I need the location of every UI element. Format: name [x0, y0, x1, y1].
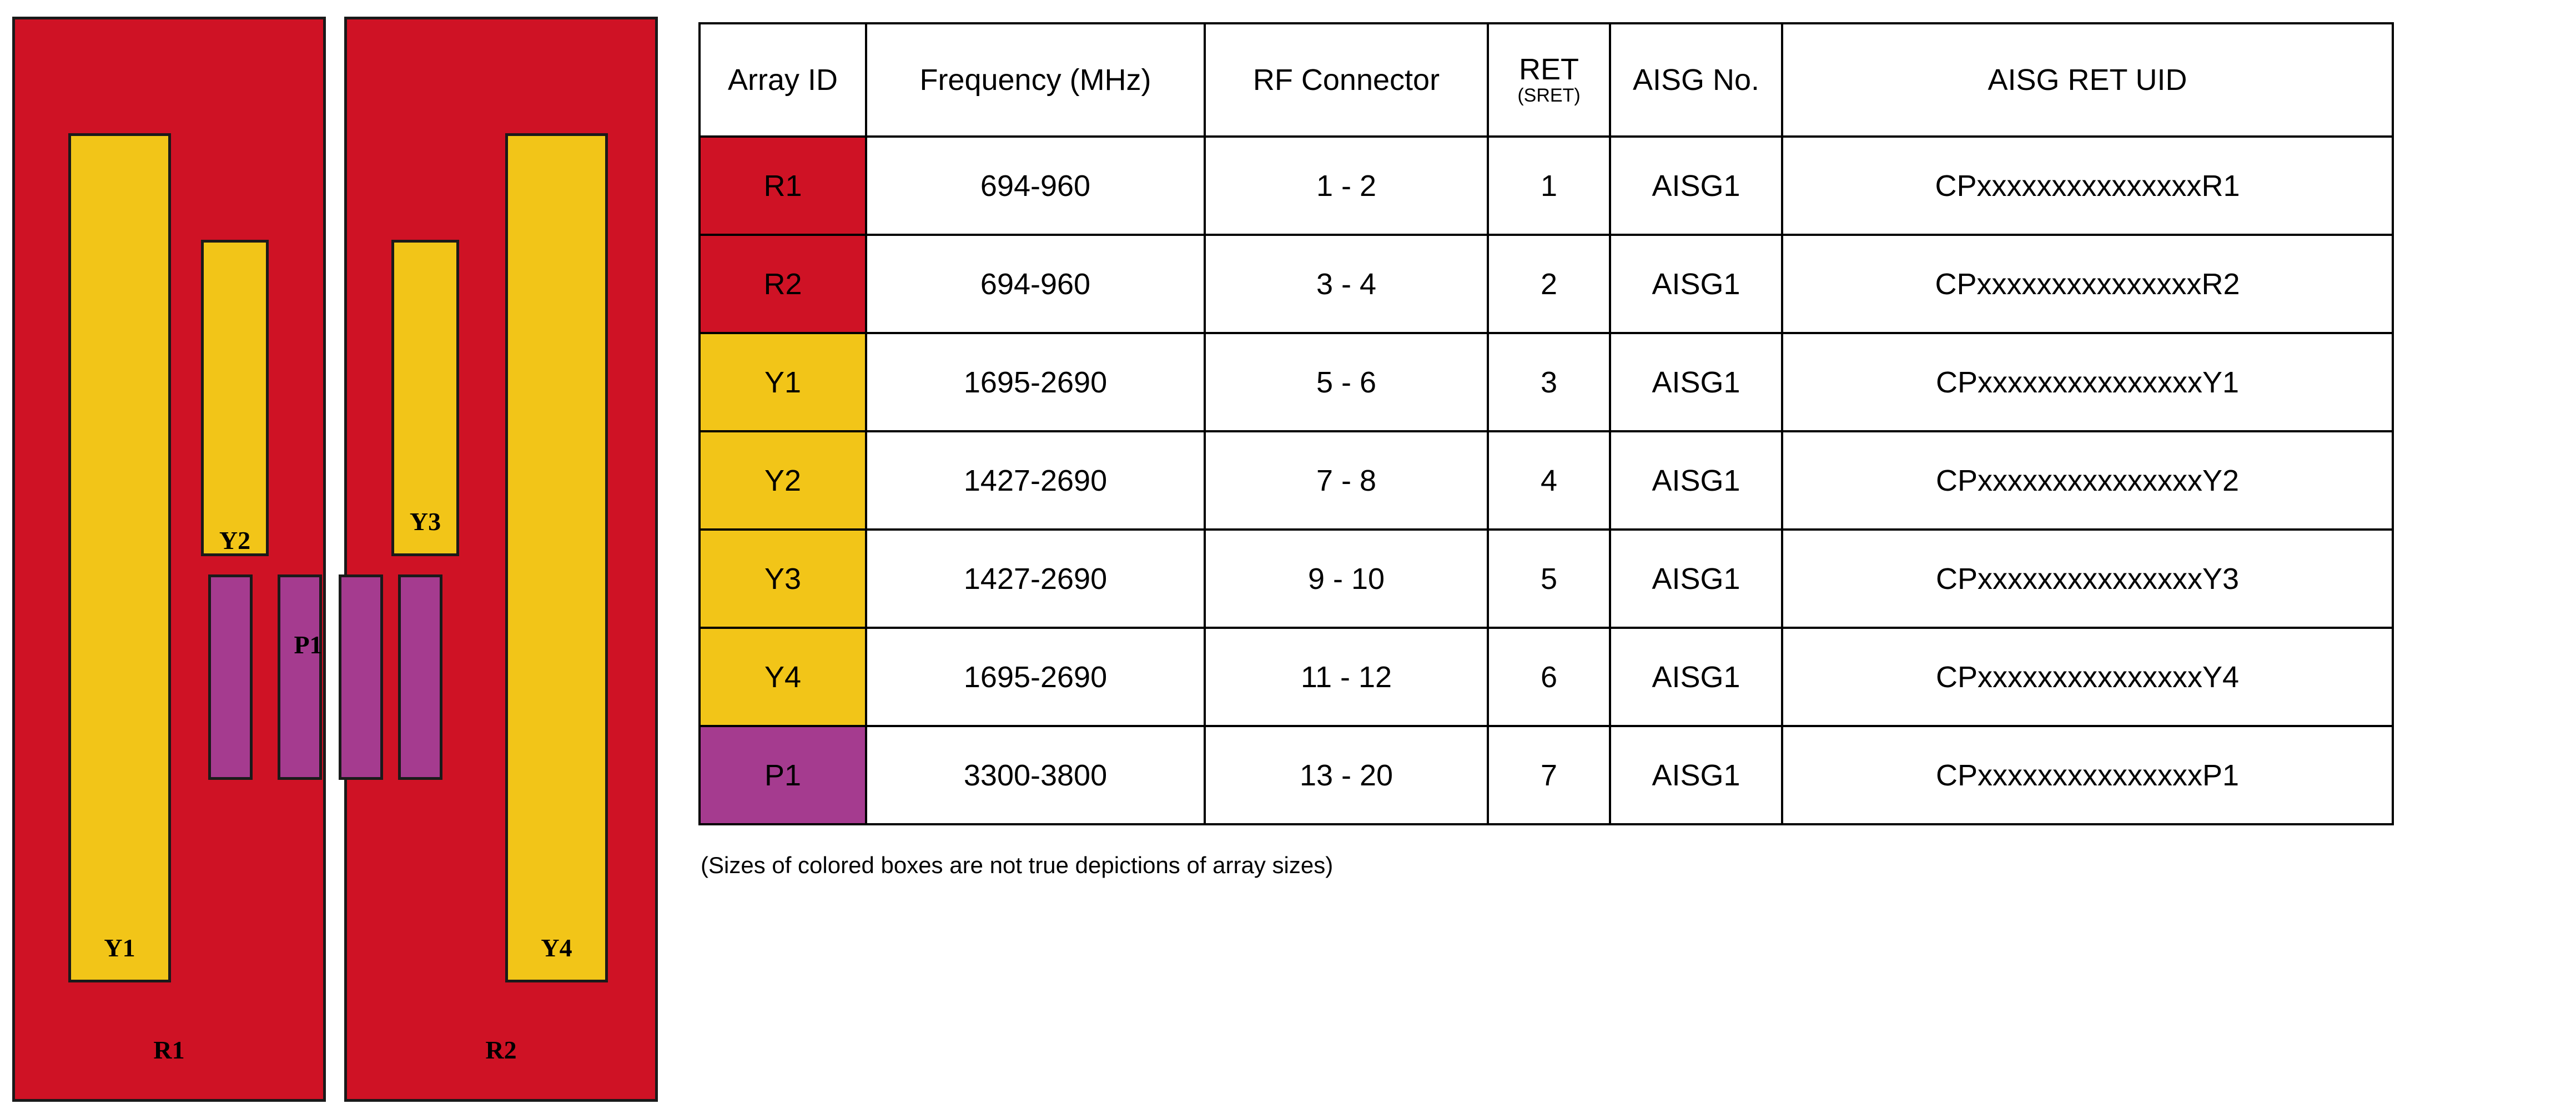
cell-ret: 5: [1488, 530, 1610, 628]
cell-frequency: 694-960: [866, 137, 1205, 235]
table-row: [700, 333, 2393, 431]
table-row: [700, 235, 2393, 333]
cell-aisg-ret-uid: CPxxxxxxxxxxxxxxxR2: [1782, 235, 2393, 333]
cell-aisg-ret-uid: CPxxxxxxxxxxxxxxxY4: [1782, 628, 2393, 726]
column-header-ret-sub: (SRET): [1517, 84, 1581, 106]
table-row: [700, 530, 2393, 628]
cell-aisg-no: AISG1: [1610, 431, 1782, 530]
panel-label-r2: R2: [485, 1036, 517, 1064]
cell-aisg-no: AISG1: [1610, 628, 1782, 726]
table-row: [700, 628, 2393, 726]
cell-rf-connector: 3 - 4: [1205, 235, 1488, 333]
array-details-table-wrapper: [698, 22, 2392, 825]
table-row: [700, 726, 2393, 824]
cell-array-id: Y1: [700, 333, 866, 431]
cell-frequency: 1695-2690: [866, 333, 1205, 431]
antenna-panel-r1: [12, 17, 326, 1102]
table-header-row: [700, 23, 2393, 137]
array-box-y4: [505, 133, 608, 982]
cell-rf-connector: 11 - 12: [1205, 628, 1488, 726]
array-label-y1: Y1: [104, 934, 135, 962]
cell-aisg-no: AISG1: [1610, 333, 1782, 431]
cell-frequency: 694-960: [866, 235, 1205, 333]
array-details-table: [698, 22, 2394, 825]
array-label-y4: Y4: [541, 934, 572, 962]
cell-array-id: P1: [700, 726, 866, 824]
cell-aisg-no: AISG1: [1610, 235, 1782, 333]
cell-array-id: Y4: [700, 628, 866, 726]
cell-ret: 2: [1488, 235, 1610, 333]
column-header-ret-main: RET: [1519, 52, 1579, 86]
cell-rf-connector: 7 - 8: [1205, 431, 1488, 530]
cell-rf-connector: 5 - 6: [1205, 333, 1488, 431]
cell-aisg-ret-uid: CPxxxxxxxxxxxxxxxR1: [1782, 137, 2393, 235]
cell-aisg-no: AISG1: [1610, 530, 1782, 628]
array-box-y1: [68, 133, 171, 982]
cell-aisg-ret-uid: CPxxxxxxxxxxxxxxxY2: [1782, 431, 2393, 530]
antenna-panel-r2: [344, 17, 658, 1102]
cell-aisg-ret-uid: CPxxxxxxxxxxxxxxxP1: [1782, 726, 2393, 824]
cell-ret: 7: [1488, 726, 1610, 824]
cell-ret: 6: [1488, 628, 1610, 726]
table-footnote: (Sizes of colored boxes are not true depictions of array sizes): [701, 852, 1334, 878]
cell-ret: 1: [1488, 137, 1610, 235]
table-row: [700, 137, 2393, 235]
cell-aisg-no: AISG1: [1610, 137, 1782, 235]
cell-frequency: 1695-2690: [866, 628, 1205, 726]
cell-array-id: Y3: [700, 530, 866, 628]
cell-frequency: 1427-2690: [866, 530, 1205, 628]
array-box-y3: [391, 240, 459, 556]
column-header-rf-connector: RF Connector: [1205, 23, 1488, 137]
cell-rf-connector: 13 - 20: [1205, 726, 1488, 824]
array-box-p1-a: [208, 574, 253, 780]
cell-aisg-ret-uid: CPxxxxxxxxxxxxxxxY1: [1782, 333, 2393, 431]
cell-ret: 4: [1488, 431, 1610, 530]
column-header-array-id: Array ID: [700, 23, 866, 137]
table-row: [700, 431, 2393, 530]
cell-rf-connector: 1 - 2: [1205, 137, 1488, 235]
cell-rf-connector: 9 - 10: [1205, 530, 1488, 628]
array-box-y2: [201, 240, 269, 556]
array-label-p1: P1: [294, 631, 323, 659]
array-label-y3: Y3: [409, 507, 441, 536]
panel-label-r1: R1: [153, 1036, 185, 1064]
column-header-aisg-ret-uid: AISG RET UID: [1782, 23, 2393, 137]
column-header-frequency: Frequency (MHz): [866, 23, 1205, 137]
array-box-p1-c: [339, 574, 383, 780]
column-header-aisg-no: AISG No.: [1610, 23, 1782, 137]
column-header-ret: [1488, 23, 1610, 137]
cell-array-id: R1: [700, 137, 866, 235]
antenna-array-diagram: [0, 0, 683, 1119]
cell-array-id: R2: [700, 235, 866, 333]
array-box-p1-b: [278, 574, 322, 780]
cell-array-id: Y2: [700, 431, 866, 530]
cell-frequency: 3300-3800: [866, 726, 1205, 824]
cell-frequency: 1427-2690: [866, 431, 1205, 530]
cell-aisg-ret-uid: CPxxxxxxxxxxxxxxxY3: [1782, 530, 2393, 628]
array-box-p1-d: [398, 574, 442, 780]
array-label-y2: Y2: [219, 526, 251, 555]
cell-aisg-no: AISG1: [1610, 726, 1782, 824]
cell-ret: 3: [1488, 333, 1610, 431]
